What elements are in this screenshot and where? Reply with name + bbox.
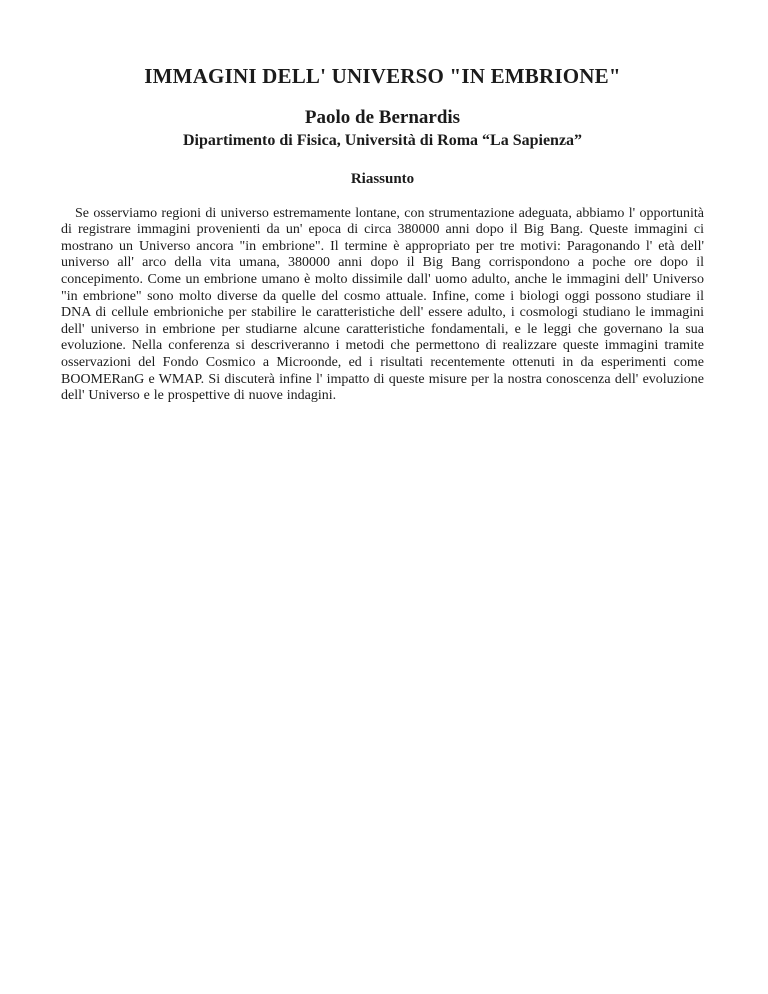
document-content [0, 64, 768, 405]
author-affiliation: Dipartimento di Fisica, Università di Roma “La Sapienza” [182, 131, 583, 149]
document-title: IMMAGINI DELL' UNIVERSO "IN EMBRIONE" [144, 64, 621, 88]
author-name: Paolo de Bernardis [304, 107, 461, 129]
section-heading-riassunto: Riassunto [350, 171, 415, 188]
abstract-paragraph: Se osserviamo regioni di universo estremamente lontane, con strumentazione adeguata, abbiamo l' opportunità di registrare immagini provenienti da un' epoca di circa 380000 anni dopo il Big Bang. Queste immagini ci mostrano un Universo ancora "in embrione". Il termine è appropriato per tre motivi: Paragonando l' età dell' universo all' arco della vita umana, 380000 anni dopo il Big Bang corrispondono a poche ore dopo il concepimento. Come un embrione umano è molto dissimile dall' uomo adulto, anche le immagini dell' Universo "in embrione" sono molto diverse da quelle del cosmo attuale. Infine, come i biologi oggi possono studiare il DNA di cellule embrioniche per stabilire le caratteristiche dell' essere adulto, i cosmologi studiano le immagini dell' universo in embrione per studiarne alcune caratteristiche fondamentali, e le leggi che governano la sua evoluzione. Nella conferenza si descriveranno i metodi che permettono di realizzare queste immagini tramite osservazioni del Fondo Cosmico a Microonde, ed i risultati recentemente ottenuti in da esperimenti come BOOMERanG e WMAP. Si discuterà infine l' impatto di queste misure per la nostra conoscenza dell' evoluzione dell' Universo e le prospettive di nuove indagini. [61, 205, 704, 404]
